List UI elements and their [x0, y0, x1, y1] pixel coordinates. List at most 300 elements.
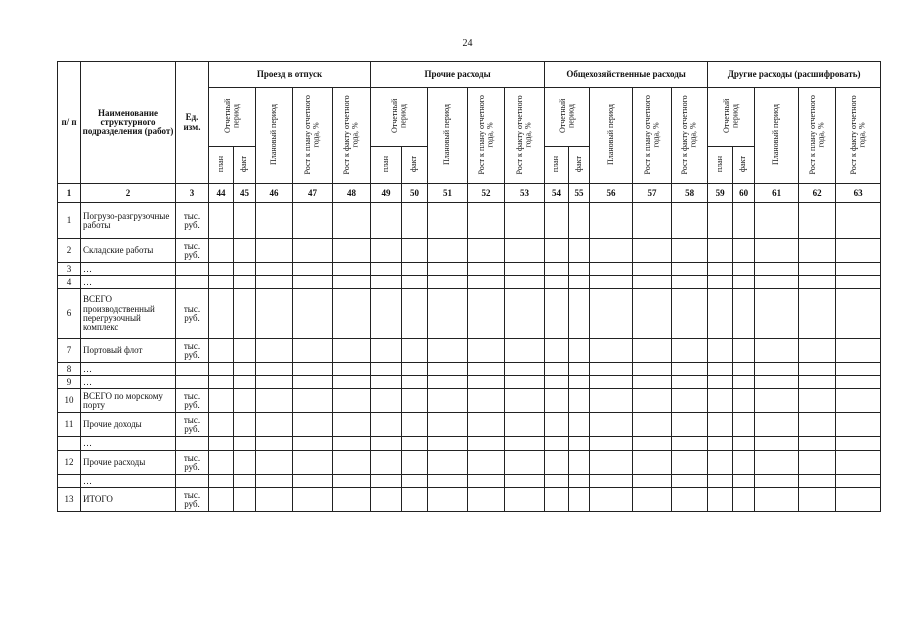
data-cell [428, 488, 468, 512]
data-cell [333, 276, 371, 289]
column-number: 63 [836, 184, 881, 203]
data-cell [672, 363, 708, 376]
data-cell [293, 488, 333, 512]
data-cell [468, 363, 505, 376]
data-cell [209, 339, 234, 363]
planned-label: Плановый период [442, 104, 452, 165]
reporting-period-header [209, 88, 256, 147]
data-cell [708, 413, 733, 437]
data-cell [428, 363, 468, 376]
data-cell [428, 475, 468, 488]
data-cell [799, 276, 836, 289]
page-number: 24 [462, 38, 473, 49]
table-row [58, 263, 881, 276]
data-cell [633, 239, 672, 263]
data-cell [209, 289, 234, 339]
data-cell [333, 339, 371, 363]
data-cell [256, 475, 293, 488]
data-cell [672, 376, 708, 389]
row-unit [176, 363, 209, 376]
data-cell [256, 451, 293, 475]
data-cell [256, 289, 293, 339]
column-number: 52 [468, 184, 505, 203]
header-name: Наименование структурного подразделения (работ) [81, 62, 176, 184]
data-cell [799, 389, 836, 413]
row-number: 6 [58, 289, 81, 339]
data-cell [672, 451, 708, 475]
data-cell [755, 488, 799, 512]
growth-fact-header [333, 88, 371, 184]
data-cell [799, 339, 836, 363]
row-name: Прочие доходы [81, 413, 176, 437]
data-cell [402, 376, 428, 389]
data-cell [428, 451, 468, 475]
data-cell [333, 488, 371, 512]
data-cell [293, 239, 333, 263]
data-cell [428, 437, 468, 451]
data-cell [234, 363, 256, 376]
data-cell [293, 289, 333, 339]
data-cell [234, 488, 256, 512]
data-cell [755, 203, 799, 239]
data-cell [836, 239, 881, 263]
row-number: 11 [58, 413, 81, 437]
plan-header [545, 147, 569, 184]
data-cell [428, 413, 468, 437]
data-cell [468, 437, 505, 451]
row-unit [176, 437, 209, 451]
data-cell [371, 263, 402, 276]
column-number: 45 [234, 184, 256, 203]
data-cell [545, 451, 569, 475]
data-cell [569, 203, 590, 239]
table-row [58, 413, 881, 437]
data-cell [371, 363, 402, 376]
planned-label: Плановый период [268, 104, 278, 165]
data-cell [733, 263, 755, 276]
data-cell [799, 488, 836, 512]
data-cell [371, 475, 402, 488]
data-cell [256, 488, 293, 512]
data-cell [755, 263, 799, 276]
data-cell [545, 389, 569, 413]
data-cell [708, 339, 733, 363]
data-cell [708, 389, 733, 413]
fact-header [234, 147, 256, 184]
growth-fact-label: Рост к факту отчетного года, % [342, 94, 360, 175]
data-cell [293, 203, 333, 239]
fact-header [402, 147, 428, 184]
data-cell [590, 451, 633, 475]
data-cell [371, 376, 402, 389]
column-number: 48 [333, 184, 371, 203]
data-cell [209, 413, 234, 437]
growth-fact-label: Рост к факту отчетного года, % [848, 94, 867, 175]
row-name: ИТОГО [81, 488, 176, 512]
data-cell [402, 203, 428, 239]
data-cell [672, 339, 708, 363]
data-cell [256, 239, 293, 263]
data-cell [256, 339, 293, 363]
data-cell [799, 263, 836, 276]
data-cell [708, 376, 733, 389]
data-cell [733, 276, 755, 289]
table-row [58, 363, 881, 376]
data-cell [209, 363, 234, 376]
data-cell [234, 339, 256, 363]
data-cell [505, 263, 545, 276]
data-cell [333, 451, 371, 475]
data-cell [256, 263, 293, 276]
data-cell [371, 488, 402, 512]
data-cell [371, 289, 402, 339]
reporting-period-header [708, 88, 755, 147]
data-cell [672, 389, 708, 413]
data-cell [256, 437, 293, 451]
data-cell [234, 389, 256, 413]
reporting-period-label: Отчетный период [389, 98, 408, 134]
data-cell [234, 437, 256, 451]
data-cell [468, 276, 505, 289]
data-cell [293, 376, 333, 389]
column-number: 54 [545, 184, 569, 203]
group-header: Прочие расходы [371, 62, 545, 88]
growth-fact-label: Рост к факту отчетного года, % [515, 94, 533, 175]
data-cell [590, 289, 633, 339]
column-number: 49 [371, 184, 402, 203]
row-unit: тыс. руб. [176, 451, 209, 475]
data-cell [256, 413, 293, 437]
data-cell [672, 276, 708, 289]
data-cell [209, 263, 234, 276]
row-unit [176, 263, 209, 276]
data-cell [333, 239, 371, 263]
row-name: Прочие расходы [81, 451, 176, 475]
data-cell [209, 389, 234, 413]
data-cell [672, 475, 708, 488]
data-cell [402, 363, 428, 376]
data-cell [234, 239, 256, 263]
data-cell [569, 363, 590, 376]
row-name: … [81, 475, 176, 488]
data-cell [733, 475, 755, 488]
data-cell [234, 203, 256, 239]
row-number [58, 475, 81, 488]
data-cell [293, 363, 333, 376]
data-cell [256, 203, 293, 239]
row-number: 4 [58, 276, 81, 289]
row-unit: тыс. руб. [176, 413, 209, 437]
growth-plan-label: Рост к плану отчетного года, % [303, 94, 321, 175]
growth-fact-label: Рост к факту отчетного года, % [680, 94, 698, 175]
data-cell [633, 389, 672, 413]
data-cell [371, 203, 402, 239]
data-cell [428, 339, 468, 363]
data-cell [733, 203, 755, 239]
planned-label: Плановый период [605, 104, 615, 165]
table-row [58, 339, 881, 363]
data-cell [569, 263, 590, 276]
row-name: … [81, 276, 176, 289]
data-cell [633, 276, 672, 289]
data-cell [755, 437, 799, 451]
data-cell [468, 413, 505, 437]
data-cell [836, 376, 881, 389]
data-cell [569, 289, 590, 339]
header-num: п/ п [58, 62, 81, 184]
data-cell [836, 363, 881, 376]
data-cell [569, 389, 590, 413]
data-cell [234, 451, 256, 475]
row-unit [176, 475, 209, 488]
data-cell [633, 263, 672, 276]
row-number: 9 [58, 376, 81, 389]
data-cell [428, 289, 468, 339]
data-cell [402, 437, 428, 451]
data-cell [708, 363, 733, 376]
row-name: Погрузо-разгрузочные работы [81, 203, 176, 239]
plan-label: план [714, 156, 724, 173]
data-cell [371, 276, 402, 289]
data-cell [569, 239, 590, 263]
data-cell [708, 239, 733, 263]
growth-plan-header [799, 88, 836, 184]
data-cell [590, 203, 633, 239]
data-cell [505, 488, 545, 512]
row-number: 8 [58, 363, 81, 376]
data-cell [633, 451, 672, 475]
data-cell [333, 389, 371, 413]
planned-header [256, 88, 293, 184]
data-cell [293, 276, 333, 289]
data-cell [799, 437, 836, 451]
growth-fact-header [505, 88, 545, 184]
data-cell [836, 413, 881, 437]
planned-label: Плановый период [771, 104, 781, 165]
fact-header [733, 147, 755, 184]
column-number: 53 [505, 184, 545, 203]
column-number: 50 [402, 184, 428, 203]
column-number: 59 [708, 184, 733, 203]
data-cell [733, 289, 755, 339]
data-cell [402, 239, 428, 263]
data-cell [505, 389, 545, 413]
data-cell [708, 203, 733, 239]
data-cell [545, 263, 569, 276]
data-cell [256, 363, 293, 376]
data-cell [590, 488, 633, 512]
data-cell [836, 451, 881, 475]
data-cell [569, 276, 590, 289]
fact-label: факт [409, 156, 419, 173]
data-cell [333, 363, 371, 376]
budget-table [57, 61, 881, 512]
data-cell [209, 488, 234, 512]
reporting-period-label: Отчетный период [557, 98, 576, 134]
column-number: 57 [633, 184, 672, 203]
data-cell [633, 475, 672, 488]
table-row [58, 451, 881, 475]
data-cell [505, 289, 545, 339]
data-cell [569, 451, 590, 475]
data-cell [402, 276, 428, 289]
data-cell [428, 203, 468, 239]
column-number: 46 [256, 184, 293, 203]
data-cell [708, 475, 733, 488]
data-cell [799, 203, 836, 239]
row-unit: тыс. руб. [176, 389, 209, 413]
column-numbers-row [58, 184, 881, 203]
data-cell [371, 413, 402, 437]
data-cell [293, 413, 333, 437]
row-name: ВСЕГО по морскому порту [81, 389, 176, 413]
data-cell [590, 363, 633, 376]
data-cell [371, 437, 402, 451]
data-cell [234, 263, 256, 276]
data-cell [733, 339, 755, 363]
fact-label: факт [239, 156, 249, 173]
data-cell [672, 263, 708, 276]
data-cell [590, 339, 633, 363]
data-cell [799, 451, 836, 475]
data-cell [371, 389, 402, 413]
data-cell [590, 413, 633, 437]
data-cell [505, 363, 545, 376]
row-number [58, 437, 81, 451]
data-cell [293, 437, 333, 451]
row-name: … [81, 437, 176, 451]
data-cell [836, 488, 881, 512]
table-row [58, 203, 881, 239]
data-cell [590, 263, 633, 276]
row-unit: тыс. руб. [176, 339, 209, 363]
row-unit: тыс. руб. [176, 289, 209, 339]
reporting-period-label: Отчетный период [721, 98, 740, 134]
data-cell [505, 451, 545, 475]
data-cell [545, 203, 569, 239]
header-unit: Ед. изм. [176, 62, 209, 184]
data-cell [633, 376, 672, 389]
row-unit [176, 276, 209, 289]
plan-header [708, 147, 733, 184]
data-cell [256, 276, 293, 289]
growth-plan-header [468, 88, 505, 184]
row-number: 13 [58, 488, 81, 512]
table-row [58, 239, 881, 263]
data-cell [234, 289, 256, 339]
data-cell [733, 239, 755, 263]
data-cell [428, 376, 468, 389]
data-cell [209, 239, 234, 263]
data-cell [569, 413, 590, 437]
plan-label: план [215, 156, 225, 173]
growth-plan-header [633, 88, 672, 184]
data-cell [672, 413, 708, 437]
data-cell [468, 475, 505, 488]
data-cell [733, 437, 755, 451]
data-cell [733, 413, 755, 437]
growth-plan-label: Рост к плану отчетного года, % [807, 94, 826, 175]
data-cell [672, 488, 708, 512]
row-number: 7 [58, 339, 81, 363]
plan-header [371, 147, 402, 184]
column-number: 61 [755, 184, 799, 203]
data-cell [569, 475, 590, 488]
data-cell [672, 203, 708, 239]
data-cell [209, 203, 234, 239]
data-cell [633, 289, 672, 339]
data-cell [633, 437, 672, 451]
data-cell [590, 389, 633, 413]
data-cell [755, 376, 799, 389]
row-unit: тыс. руб. [176, 203, 209, 239]
data-cell [708, 289, 733, 339]
table-row [58, 488, 881, 512]
data-cell [428, 263, 468, 276]
data-cell [545, 475, 569, 488]
fact-label: факт [738, 156, 748, 173]
data-cell [633, 203, 672, 239]
row-unit [176, 376, 209, 389]
data-cell [733, 451, 755, 475]
row-name: … [81, 263, 176, 276]
row-name: … [81, 363, 176, 376]
data-cell [468, 389, 505, 413]
data-cell [799, 289, 836, 339]
row-number: 3 [58, 263, 81, 276]
data-cell [755, 413, 799, 437]
data-cell [468, 203, 505, 239]
data-cell [836, 437, 881, 451]
table-row [58, 376, 881, 389]
data-cell [402, 289, 428, 339]
data-cell [708, 488, 733, 512]
data-cell [733, 488, 755, 512]
data-cell [371, 339, 402, 363]
data-cell [333, 413, 371, 437]
data-cell [755, 239, 799, 263]
data-cell [545, 289, 569, 339]
data-cell [733, 376, 755, 389]
growth-fact-header [672, 88, 708, 184]
fact-header [569, 147, 590, 184]
data-cell [428, 276, 468, 289]
column-number: 3 [176, 184, 209, 203]
planned-header [590, 88, 633, 184]
plan-header [209, 147, 234, 184]
data-cell [468, 239, 505, 263]
data-cell [755, 289, 799, 339]
data-cell [293, 451, 333, 475]
data-cell [371, 239, 402, 263]
reporting-period-header [371, 88, 428, 147]
data-cell [333, 376, 371, 389]
data-cell [428, 389, 468, 413]
data-cell [836, 339, 881, 363]
data-cell [505, 339, 545, 363]
column-number: 55 [569, 184, 590, 203]
data-cell [505, 413, 545, 437]
data-cell [209, 475, 234, 488]
data-cell [468, 488, 505, 512]
data-cell [234, 376, 256, 389]
data-cell [590, 239, 633, 263]
data-cell [672, 437, 708, 451]
planned-header [428, 88, 468, 184]
table-row [58, 437, 881, 451]
data-cell [505, 376, 545, 389]
data-cell [799, 475, 836, 488]
